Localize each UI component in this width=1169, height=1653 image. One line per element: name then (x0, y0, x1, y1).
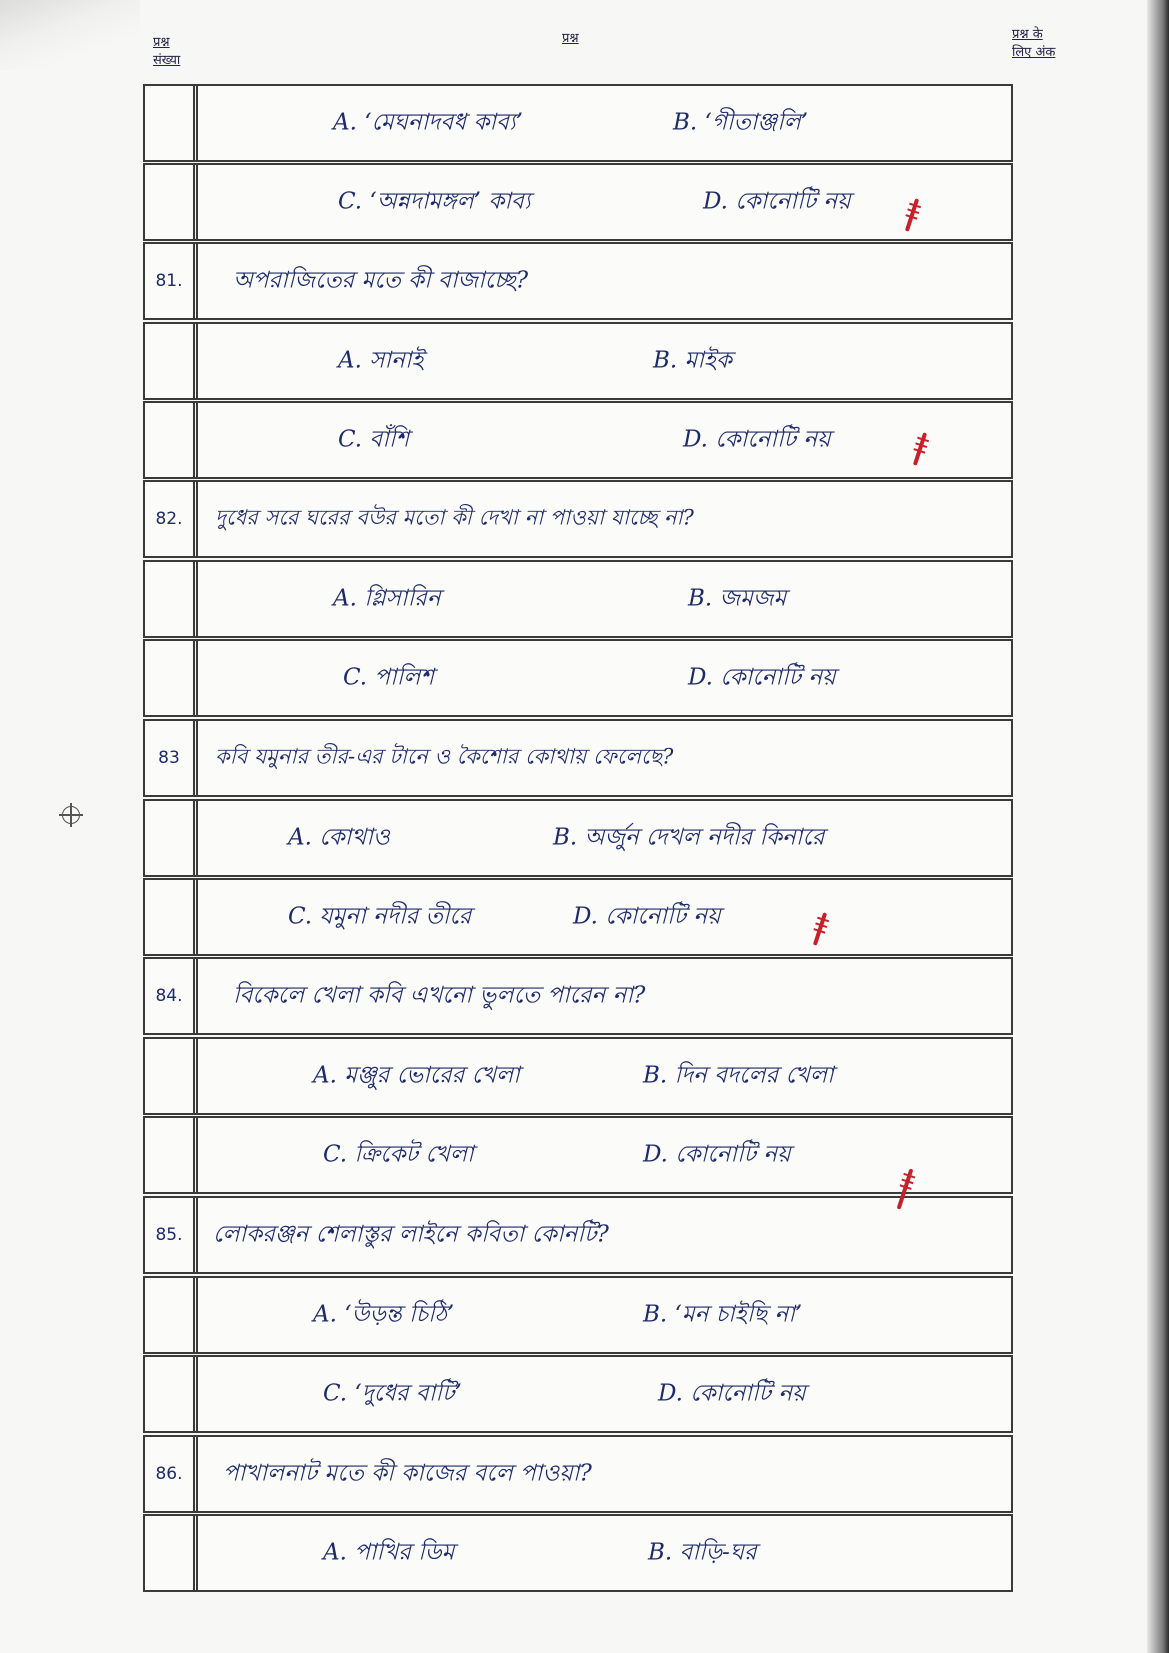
question-text (203, 721, 1005, 795)
table-row (143, 1116, 1013, 1194)
question-number (145, 880, 198, 954)
option-line (203, 403, 1005, 477)
question-line: অপরাজিতের মতে কী বাজাচ্ছে? (233, 267, 529, 294)
option-line (203, 165, 1005, 239)
option-a: A. ‘উড়ন্ত চিঠি’ (313, 1301, 455, 1328)
table-row (143, 639, 1013, 717)
option-d: D. কোনোটি নয় (703, 188, 851, 215)
header-marks-line2: लिए अंक (1012, 45, 1056, 60)
question-text (203, 244, 1005, 318)
question-line: লোকরঞ্জন শেলাস্তুর লাইনে কবিতা কোনটি? (213, 1221, 609, 1248)
option-line (203, 801, 1005, 875)
option-line (203, 1516, 1005, 1590)
question-number: 85. (145, 1198, 198, 1272)
header-question-number-label (153, 34, 180, 70)
table-row (143, 163, 1013, 241)
question-number: 82. (145, 482, 198, 556)
question-number (145, 1118, 198, 1192)
question-number (145, 1278, 198, 1352)
option-c: C. পালিশ (343, 664, 435, 691)
question-number (145, 1516, 198, 1590)
question-number: 86. (145, 1437, 198, 1511)
header-qno-line1: प्रश्न (153, 35, 170, 50)
option-d: D. কোনোটি নয় (658, 1380, 806, 1407)
option-b: B. মাইক (653, 347, 733, 374)
question-line: কবি যমুনার তীর-এর টানে ও কৈশোর কোথায় ফেলেছে? (215, 744, 674, 769)
option-a: A. কোথাও (288, 824, 390, 851)
option-line (203, 880, 1005, 954)
question-line: বিকেলে খেলা কবি এখনো ভুলতে পারেন না? (233, 982, 646, 1009)
option-line (203, 562, 1005, 636)
option-line (203, 1357, 1005, 1431)
question-text (203, 959, 1005, 1033)
question-text (203, 482, 1005, 556)
option-c: C. ‘অন্নদামঙ্গল’ কাব্য (338, 188, 531, 215)
header-marks-line1: प्रश्न के (1012, 27, 1043, 42)
option-b: B. দিন বদলের খেলা (643, 1062, 834, 1089)
option-a: A. সানাই (338, 347, 424, 374)
table-row (143, 878, 1013, 956)
option-b: B. ‘মন চাইছি না’ (643, 1301, 803, 1328)
question-number (145, 1039, 198, 1113)
option-a: A. গ্লিসারিন (333, 585, 441, 612)
table-row (143, 84, 1013, 162)
question-number (145, 165, 198, 239)
scan-shadow-edge (1147, 0, 1169, 1653)
option-line (203, 1039, 1005, 1113)
scan-shadow-corner (0, 0, 140, 70)
option-d: D. কোনোটি নয় (688, 664, 836, 691)
question-number (145, 641, 198, 715)
registration-mark-icon (62, 806, 80, 824)
option-b: B. ‘গীতাঞ্জলি’ (673, 109, 809, 136)
table-row (143, 480, 1013, 558)
header-question-label: प्रश्न (562, 31, 579, 46)
question-number (145, 1357, 198, 1431)
question-line: পাখালনাট মতে কী কাজের বলে পাওয়া? (223, 1460, 592, 1487)
question-number (145, 801, 198, 875)
table-row (143, 1196, 1013, 1274)
table-row (143, 401, 1013, 479)
option-a: A. মঞ্জুর ভোরের খেলা (313, 1062, 520, 1089)
table-row (143, 1514, 1013, 1592)
option-line (203, 641, 1005, 715)
table-row (143, 1037, 1013, 1115)
table-row (143, 799, 1013, 877)
question-number: 84. (145, 959, 198, 1033)
header-marks-label (1012, 26, 1055, 62)
table-row (143, 560, 1013, 638)
table-row (143, 1355, 1013, 1433)
option-c: C. ক্রিকেট খেলা (323, 1141, 474, 1168)
option-line (203, 1278, 1005, 1352)
option-b: B. অর্জুন দেখল নদীর কিনারে (553, 824, 825, 851)
table-row (143, 322, 1013, 400)
question-text (203, 1437, 1005, 1511)
option-line (203, 324, 1005, 398)
option-c: C. ‘দুধের বাটি’ (323, 1380, 462, 1407)
option-line (203, 1118, 1005, 1192)
question-number (145, 562, 198, 636)
option-c: C. বাঁশি (338, 426, 410, 453)
option-d: D. কোনোটি নয় (683, 426, 831, 453)
question-line: দুধের সরে ঘরের বউর মতো কী দেখা না পাওয়া যাচ্ছে না? (215, 505, 694, 530)
table-row (143, 242, 1013, 320)
table-row (143, 1435, 1013, 1513)
question-number: 81. (145, 244, 198, 318)
option-c: C. যমুনা নদীর তীরে (288, 903, 472, 930)
question-number: 83 (145, 721, 198, 795)
option-a: A. পাখির ডিম (323, 1539, 455, 1566)
option-b: B. বাড়ি-ঘর (648, 1539, 757, 1566)
question-number (145, 86, 198, 160)
header-qno-line2: संख्या (153, 53, 181, 68)
option-b: B. জমজম (688, 585, 787, 612)
option-a: A. ‘মেঘনাদবধ কাব্য’ (333, 109, 523, 136)
question-text (203, 1198, 1005, 1272)
option-line (203, 86, 1005, 160)
table-row (143, 957, 1013, 1035)
table-row (143, 719, 1013, 797)
option-d: D. কোনোটি নয় (573, 903, 721, 930)
table-row (143, 1276, 1013, 1354)
option-d: D. কোনোটি নয় (643, 1141, 791, 1168)
question-number (145, 324, 198, 398)
question-number (145, 403, 198, 477)
